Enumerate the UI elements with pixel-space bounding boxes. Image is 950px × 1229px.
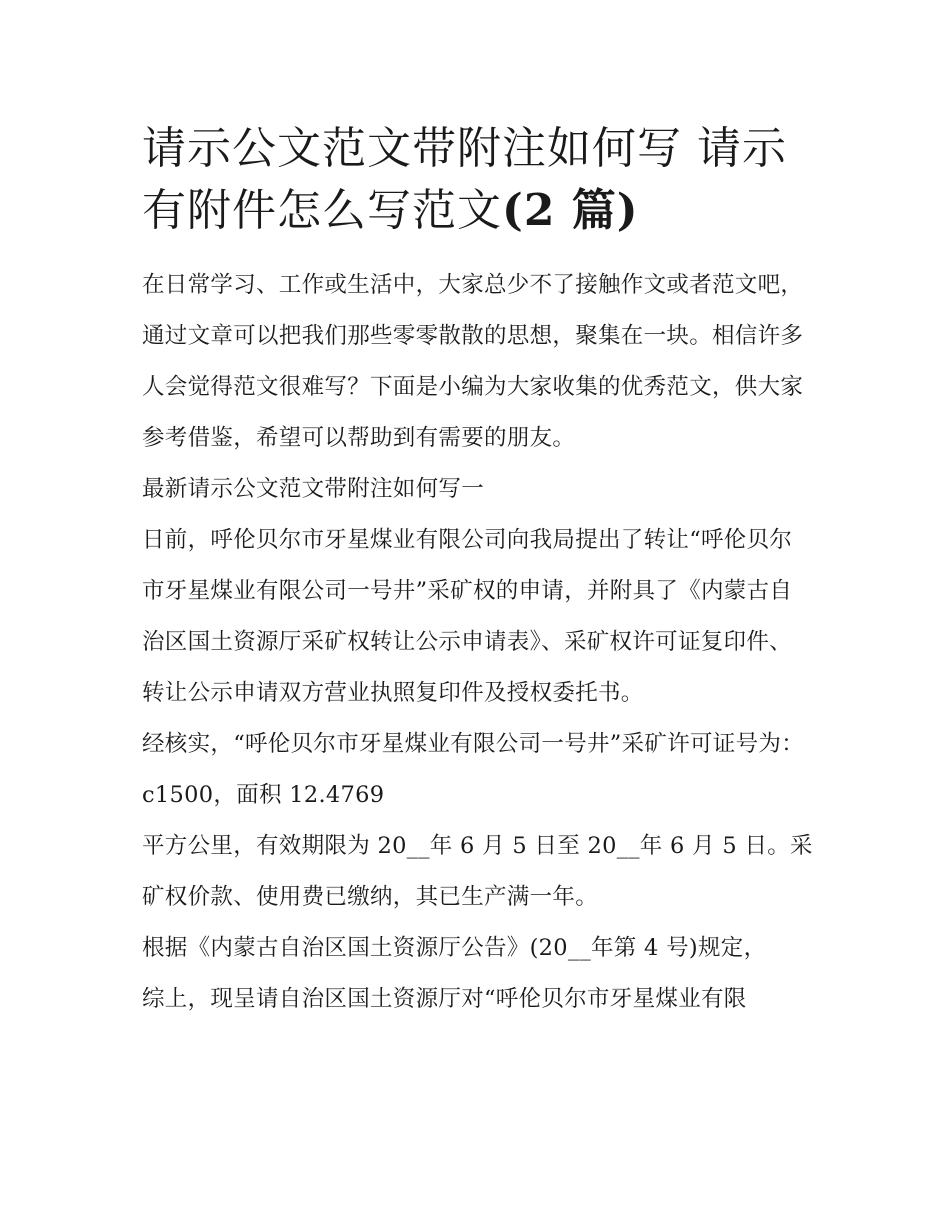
title-text: 请示公文范文带附注如何写 请示有附件怎么写范文 bbox=[142, 123, 787, 236]
body-paragraph: 根据《内蒙古自治区国土资源厅公告》(20__年第 4 号)规定， bbox=[142, 935, 767, 961]
section-heading: 最新请示公文范文带附注如何写一 bbox=[142, 476, 485, 502]
title-count: (2 篇) bbox=[502, 185, 639, 236]
body-paragraph: 经核实，“呼伦贝尔市牙星煤业有限公司一号井”采矿许可证号为：c1500，面积 12.4769 bbox=[142, 731, 805, 808]
document-title bbox=[142, 118, 814, 242]
intro-paragraph: 在日常学习、工作或生活中，大家总少不了接触作文或者范文吧，通过文章可以把我们那些零零散散的思想，聚集在一块。相信许多人会觉得范文很难写？下面是小编为大家收集的优秀范文，供大家参考借鉴，希望可以帮助到有需要的朋友。 bbox=[142, 272, 804, 451]
body-paragraph: 日前，呼伦贝尔市牙星煤业有限公司向我局提出了转让“呼伦贝尔市牙星煤业有限公司一号井”采矿权的申请，并附具了《内蒙古自治区国土资源厅采矿权转让公示申请表》、采矿权许可证复印件、转让公示申请双方营业执照复印件及授权委托书。 bbox=[142, 527, 793, 706]
document-page bbox=[142, 118, 814, 1025]
body-paragraph: 平方公里，有效期限为 20__年 6 月 5 日至 20__年 6 月 5 日。采矿权价款、使用费已缴纳，其已生产满一年。 bbox=[142, 833, 813, 910]
body-paragraph: 综上，现呈请自治区国土资源厅对“呼伦贝尔市牙星煤业有限 bbox=[142, 986, 747, 1012]
